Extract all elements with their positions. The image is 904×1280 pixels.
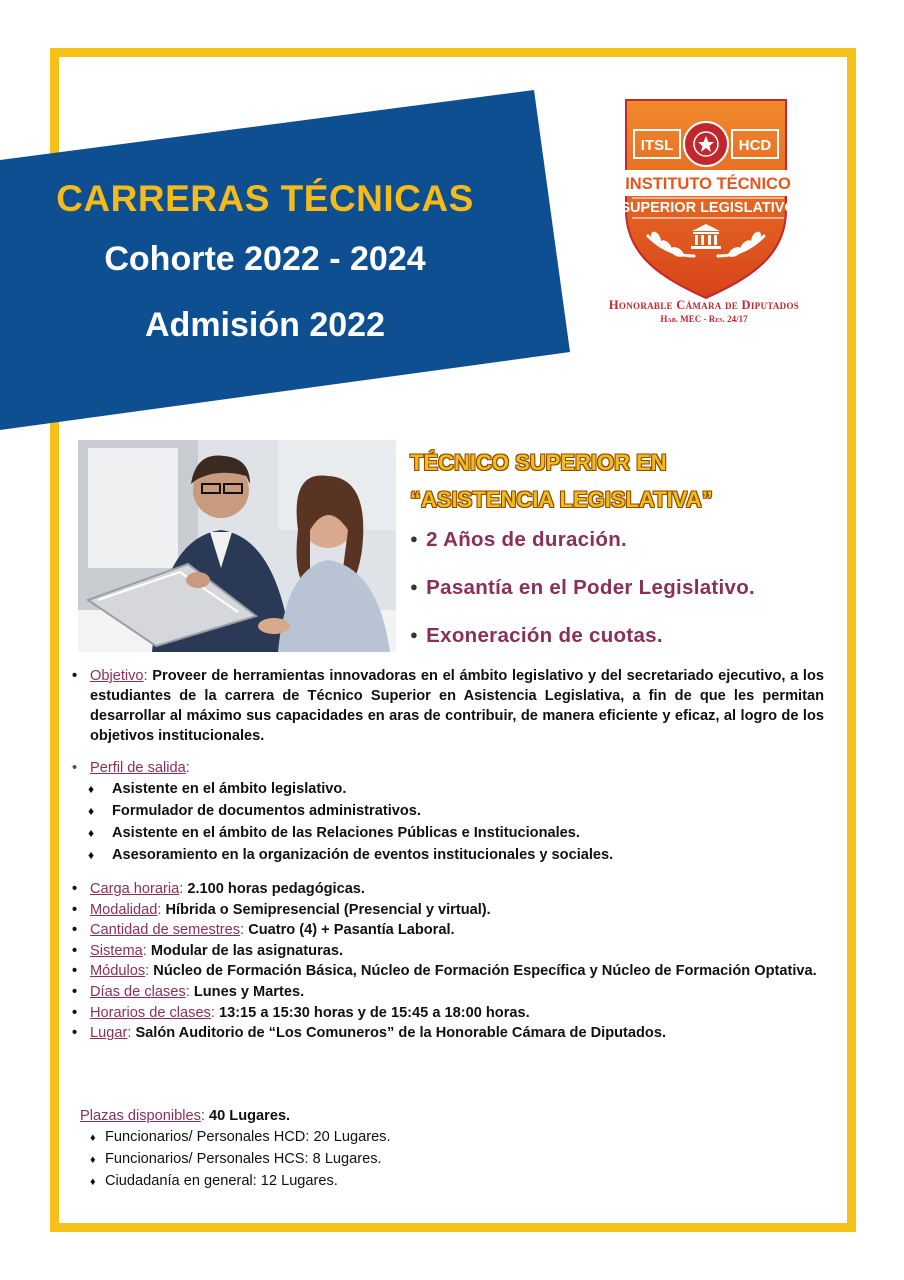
banner-admission: Admisión 2022 [145,306,385,344]
feature-item: ● Pasantía en el Poder Legislativo. [410,576,756,599]
info-row: • Modalidad: Híbrida o Semipresencial (Presencial y virtual). [72,901,491,918]
objetivo-label: Objetivo [90,668,144,684]
logo-caption [574,298,834,324]
institute-logo [590,98,826,328]
objetivo-text: Proveer de herramientas innovadoras en el ámbito legislativo y del secretariado ejecutivo, a los estudiantes de la carrera de Técnico Superior en Asistencia Legislativa, a fin de que les permitan desarrollar al máximo sus capacidades en aras de contribuir, de manera eficiente y eficaz, al logro de los objetivos institucionales. [90,668,824,744]
objetivo-section: • Objetivo: Proveer de herramientas innovadoras en el ámbito legislativo y del secretariado ejecutivo, a los estudiantes de la carrera de Técnico Superior en Asistencia Legislativa, a fin de que les permitan desarrollar al máximo sus capacidades en aras de contribuir, de manera eficiente y eficaz, al logro de los objetivos institucionales. [72,668,824,744]
perfil-section: • Perfil de salida: [72,760,190,776]
students-photo [78,440,396,652]
banner-title: CARRERAS TÉCNICAS [56,178,474,219]
perfil-list [72,778,824,866]
plazas-heading: Plazas disponibles: 40 Lugares. [80,1108,291,1124]
info-row: • Módulos: Núcleo de Formación Básica, Núcleo de Formación Específica y Núcleo de Formación Optativa. [72,963,817,980]
list-item: ♦ Ciudadanía en general: 12 Lugares. [90,1173,338,1189]
logo-line2: SUPERIOR LEGISLATIVO [620,200,796,216]
banner-cohort: Cohorte 2022 - 2024 [104,240,426,278]
info-row: • Horarios de clases: 13:15 a 15:30 horas y de 15:45 a 18:00 horas. [72,1004,530,1021]
logo-right-tag: HCD [738,137,772,154]
program-details [72,666,824,1044]
logo-caption-title: Honorable Cámara de Diputados [608,298,800,312]
info-row: • Carga horaria: 2.100 horas pedagógicas. [72,881,365,897]
list-item: ♦ Formulador de documentos administrativos. [88,803,421,819]
list-item: ♦ Asistente en el ámbito legislativo. [88,781,347,797]
banner-text [0,90,530,430]
list-item: ♦ Funcionarios/ Personales HCS: 8 Lugares. [90,1151,382,1167]
list-item: ♦ Asesoramiento en la organización de eventos institucionales y sociales. [88,847,614,863]
info-row: • Cantidad de semestres: Cuatro (4) + Pasantía Laboral. [72,922,455,939]
info-list [72,879,824,1044]
logo-left-tag: ITSL [640,137,674,154]
course-heading-line1: TÉCNICO SUPERIOR EN [410,450,667,475]
logo-caption-sub: Hab. MEC - Res. 24/17 [660,314,748,324]
feature-item: ● 2 Años de duración. [410,528,628,551]
logo-line1: INSTITUTO TÉCNICO [625,175,791,193]
list-item: ♦ Asistente en el ámbito de las Relaciones Públicas e Institucionales. [88,825,580,841]
perfil-label: Perfil de salida [90,760,186,776]
info-row: • Días de clases: Lunes y Martes. [72,983,305,1000]
plazas-value: 40 Lugares. [209,1108,291,1124]
info-row: • Sistema: Modular de las asignaturas. [72,942,344,959]
course-heading-line2: “ASISTENCIA LEGISLATIVA” [410,487,713,512]
course-features [410,528,755,672]
plazas-section [80,1106,391,1193]
plazas-label: Plazas disponibles [80,1108,201,1124]
feature-item: ● Exoneración de cuotas. [410,624,663,647]
list-item: ♦ Funcionarios/ Personales HCD: 20 Lugares. [90,1129,391,1145]
info-row: • Lugar: Salón Auditorio de “Los Comuneros” de la Honorable Cámara de Diputados. [72,1025,667,1042]
course-heading [410,444,713,518]
